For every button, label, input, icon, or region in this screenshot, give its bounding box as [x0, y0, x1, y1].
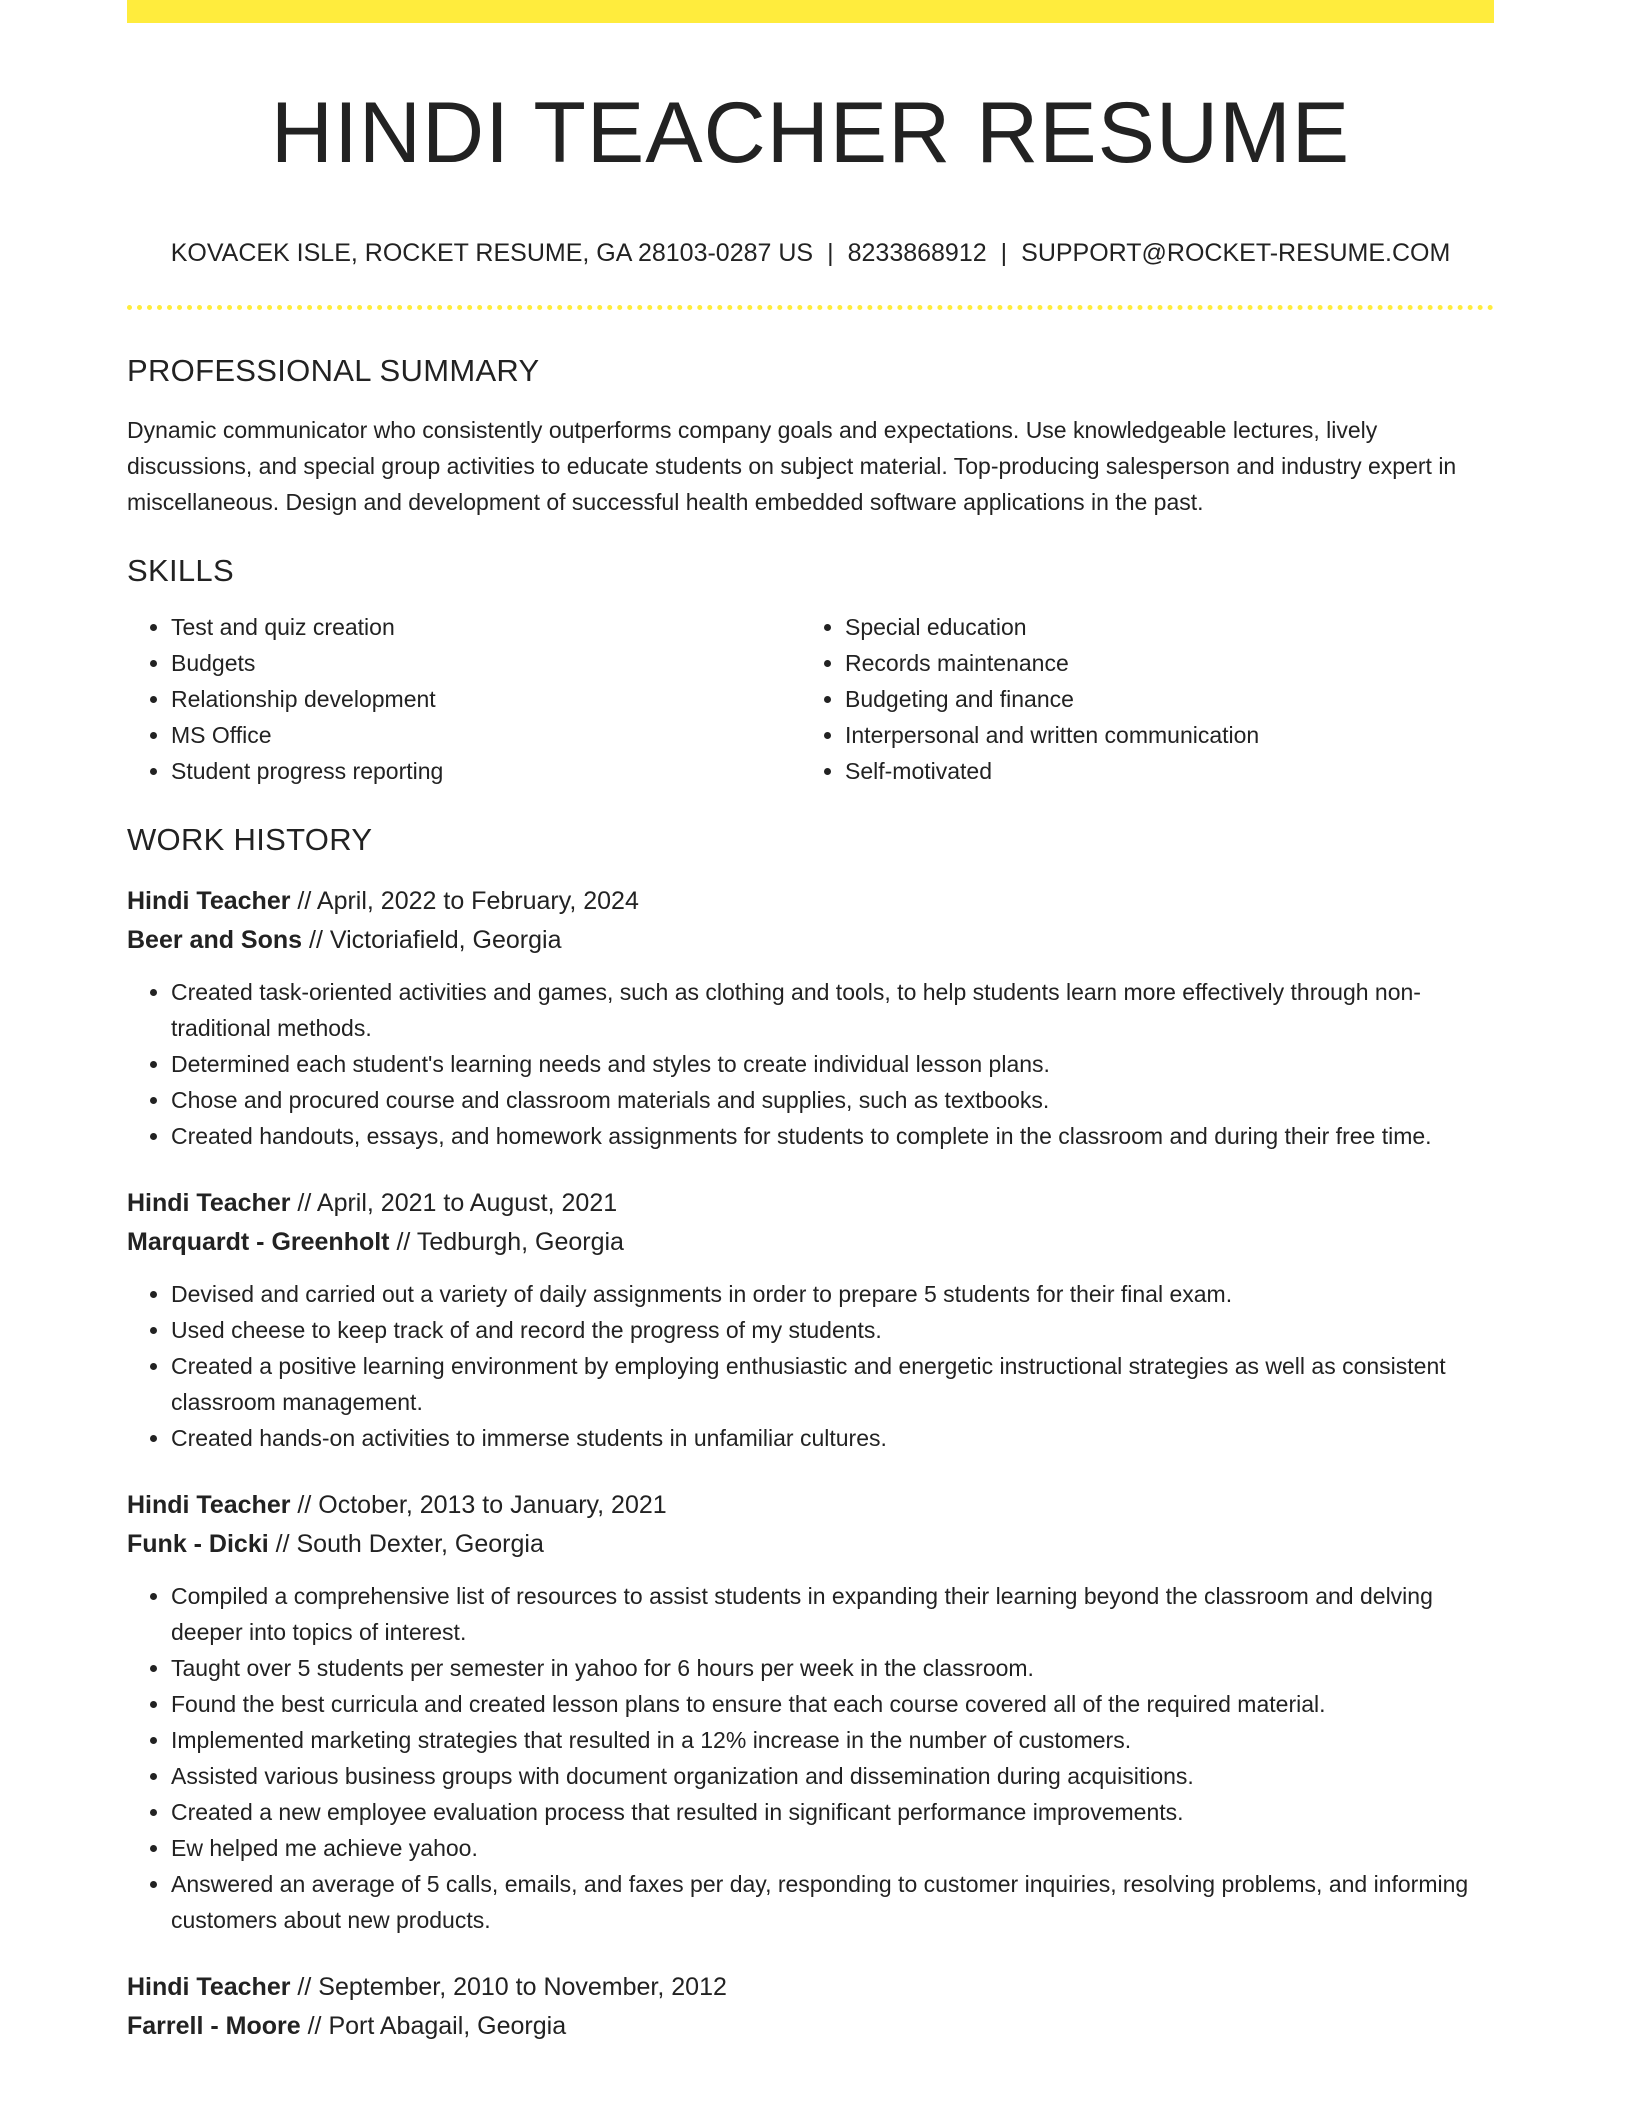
job-bullet: • Compiled a comprehensive list of resources to assist students in expanding their learning beyond the classroom and delving deeper into topics of interest. [171, 1578, 1494, 1650]
job-bullet: • Taught over 5 students per semester in yahoo for 6 hours per week in the classroom. [171, 1650, 1494, 1686]
summary-text: Dynamic communicator who consistently outperforms company goals and expectations. Use knowledgeable lectures, lively discussions, and special group activities to educate students on subject material. Top-producing salesperson and industry expert in miscellaneous. Design and development of successful health embedded software applications in the past. [127, 416, 1457, 515]
skill-item: • Self-motivated [845, 753, 1475, 789]
job-location: Tedburgh, Georgia [416, 1227, 624, 1256]
resume-title: HINDI TEACHER RESUME [270, 85, 1351, 181]
job-dates: April, 2022 to February, 2024 [316, 886, 639, 915]
job-company-line [127, 1525, 1494, 1564]
job-bullets [127, 1578, 1494, 1938]
job-entry [127, 1968, 1494, 2046]
job-bullet: • Implemented marketing strategies that resulted in a 12% increase in the number of customers. [171, 1722, 1494, 1758]
job-bullet: • Answered an average of 5 calls, emails, and faxes per day, responding to customer inquiries, resolving problems, and informing customers about new products. [171, 1866, 1494, 1938]
work-history-heading: WORK HISTORY [127, 821, 373, 857]
job-company: Marquardt - Greenholt [127, 1227, 390, 1256]
contact-email: SUPPORT@ROCKET-RESUME.COM [1021, 238, 1451, 267]
skill-item: • Interpersonal and written communication [845, 717, 1475, 753]
job-separator: // [297, 1972, 312, 2001]
job-bullet: • Created hands-on activities to immerse students in unfamiliar cultures. [171, 1420, 1494, 1456]
summary-heading: PROFESSIONAL SUMMARY [127, 352, 540, 388]
job-location: South Dexter, Georgia [296, 1529, 544, 1558]
job-bullet: • Found the best curricula and created lesson plans to ensure that each course covered all of the required material. [171, 1686, 1494, 1722]
job-separator: // [309, 925, 323, 954]
accent-top-bar [127, 0, 1494, 23]
job-company: Beer and Sons [127, 925, 303, 954]
skills-list-left [127, 609, 801, 789]
skill-item: • Student progress reporting [171, 753, 801, 789]
job-company-line [127, 1223, 1494, 1262]
skill-item: • Relationship development [171, 681, 801, 717]
job-company-line [127, 921, 1494, 960]
skills-heading: SKILLS [127, 552, 234, 588]
job-bullet: • Created task-oriented activities and games, such as clothing and tools, to help students learn more effectively through non-traditional methods. [171, 974, 1494, 1046]
job-title: Hindi Teacher [127, 886, 291, 915]
skill-item: • Special education [845, 609, 1475, 645]
job-bullet: • Used cheese to keep track of and record the progress of my students. [171, 1312, 1494, 1348]
job-bullet: • Determined each student's learning needs and styles to create individual lesson plans. [171, 1046, 1494, 1082]
resume-content [127, 0, 1494, 2046]
job-separator: // [297, 1490, 312, 1519]
skill-item: • Test and quiz creation [171, 609, 801, 645]
job-bullet: • Created a positive learning environment by employing enthusiastic and energetic instructional strategies as well as consistent classroom management. [171, 1348, 1494, 1420]
job-title-line [127, 882, 1494, 921]
dotted-divider [127, 305, 1494, 310]
job-dates: October, 2013 to January, 2021 [318, 1490, 667, 1519]
job-title-line [127, 1486, 1494, 1525]
job-separator: // [307, 2011, 322, 2040]
job-location: Port Abagail, Georgia [328, 2011, 567, 2040]
job-company-line [127, 2007, 1494, 2046]
skill-item: • MS Office [171, 717, 801, 753]
skill-item: • Budgeting and finance [845, 681, 1475, 717]
job-company: Funk - Dicki [127, 1529, 269, 1558]
contact-phone: 8233868912 [847, 238, 987, 267]
job-separator: // [297, 886, 312, 915]
work-history-list [127, 882, 1494, 2046]
job-bullet: • Chose and procured course and classroom materials and supplies, such as textbooks. [171, 1082, 1494, 1118]
job-company: Farrell - Moore [127, 2011, 301, 2040]
job-entry [127, 882, 1494, 1154]
job-bullet: • Assisted various business groups with document organization and dissemination during acquisitions. [171, 1758, 1494, 1794]
job-bullet: • Created a new employee evaluation process that resulted in significant performance improvements. [171, 1794, 1494, 1830]
job-location: Victoriafield, Georgia [329, 925, 562, 954]
skills-columns [127, 609, 1494, 789]
job-bullets [127, 1276, 1494, 1456]
job-dates: April, 2021 to August, 2021 [316, 1188, 618, 1217]
job-entry [127, 1486, 1494, 1938]
job-bullet: • Devised and carried out a variety of daily assignments in order to prepare 5 students for their final exam. [171, 1276, 1494, 1312]
contact-separator: | [827, 238, 834, 267]
job-title-line [127, 1184, 1494, 1223]
contact-line [127, 239, 1494, 268]
job-dates: September, 2010 to November, 2012 [318, 1972, 727, 2001]
job-bullets [127, 974, 1494, 1154]
job-bullet: • Created handouts, essays, and homework assignments for students to complete in the classroom and during their free time. [171, 1118, 1494, 1154]
job-title: Hindi Teacher [127, 1972, 291, 2001]
job-bullet: • Ew helped me achieve yahoo. [171, 1830, 1494, 1866]
job-title: Hindi Teacher [127, 1490, 291, 1519]
job-title: Hindi Teacher [127, 1188, 291, 1217]
job-separator: // [297, 1188, 312, 1217]
skill-item: • Records maintenance [845, 645, 1475, 681]
job-title-line [127, 1968, 1494, 2007]
job-entry [127, 1184, 1494, 1456]
job-separator: // [275, 1529, 290, 1558]
skill-item: • Budgets [171, 645, 801, 681]
job-separator: // [396, 1227, 411, 1256]
contact-separator: | [1000, 238, 1008, 267]
skills-list-right [801, 609, 1475, 789]
contact-address: KOVACEK ISLE, ROCKET RESUME, GA 28103-0287 US [170, 238, 814, 267]
